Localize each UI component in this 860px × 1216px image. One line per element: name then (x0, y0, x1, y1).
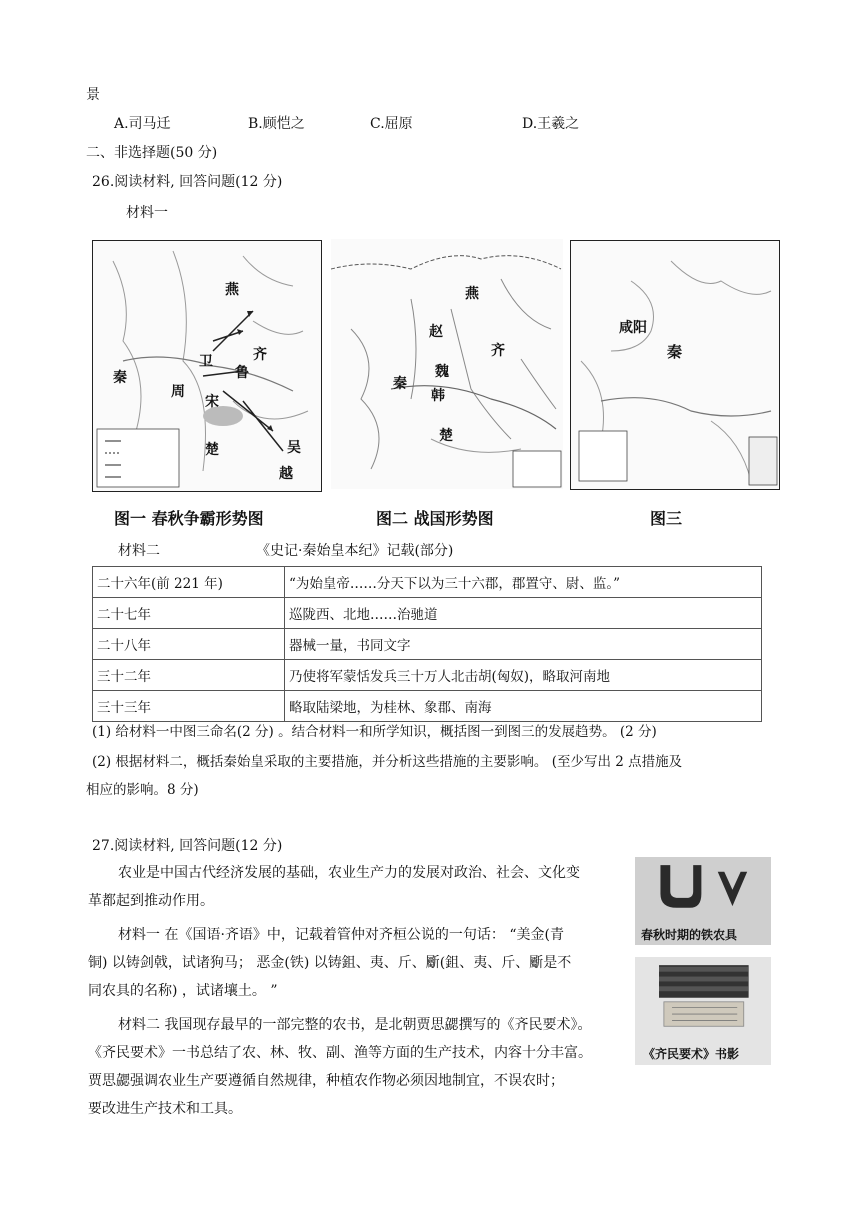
map2-label-qin: 秦 (393, 376, 407, 392)
record-text: “为始皇帝……分天下以为三十六郡，郡置守、尉、监。” (285, 567, 762, 598)
book-image (635, 957, 771, 1045)
iron-tools-caption: 春秋时期的铁农具 (641, 928, 738, 942)
map-spring-autumn (92, 240, 322, 492)
material1-label: 材料一 (126, 205, 168, 221)
table-row (93, 598, 762, 629)
section-title: 二、非选择题(50 分) (86, 145, 218, 161)
map1-label-zhou: 周 (171, 384, 185, 400)
map2-label-zhao: 赵 (429, 324, 443, 340)
record-year: 二十八年 (93, 629, 285, 660)
option-a: A.司马迁 (114, 116, 171, 132)
table-row (93, 629, 762, 660)
q27-intro-line2: 革都起到推动作用。 (88, 893, 214, 909)
table-row (93, 660, 762, 691)
map3-label-xianyang: 咸阳 (619, 320, 647, 336)
book-caption: 《齐民要术》书影 (643, 1047, 740, 1061)
option-b: B.顾恺之 (248, 116, 305, 132)
map1-label-yue: 越 (279, 466, 293, 482)
record-text: 略取陆梁地，为桂林、象郡、南海 (285, 691, 762, 722)
q27-m2-line2: 《齐民要术》一书总结了农、林、牧、副、渔等方面的生产技术，内容十分丰富。 (88, 1045, 592, 1061)
iron-tools-photo (635, 857, 771, 945)
table-row (93, 567, 762, 598)
map2-label-yan: 燕 (465, 286, 479, 302)
map2-label-han: 韩 (431, 388, 445, 404)
map2-label-wei: 魏 (435, 364, 449, 380)
map-qin-unification (570, 240, 780, 490)
map1-label-chu: 楚 (205, 442, 219, 458)
map1-label-qi: 齐 (253, 347, 267, 363)
q27-intro-line1: 农业是中国古代经济发展的基础，农业生产力的发展对政治、社会、文化变 (118, 865, 580, 881)
q27-m1-line1: 材料一 在《国语·齐语》中，记载着管仲对齐桓公说的一句话： “美金(青 (118, 927, 564, 943)
map3-caption: 图三 (650, 509, 683, 528)
record-text: 乃使将军蒙恬发兵三十万人北击胡(匈奴)，略取河南地 (285, 660, 762, 691)
table-row (93, 691, 762, 722)
iron-tools-image (635, 857, 771, 929)
q26-subquestion-2-line1: (2) 根据材料二，概括秦始皇采取的主要措施，并分析这些措施的主要影响。 (至少写出 2 点措施及 (92, 754, 683, 770)
q27-m1-line2: 铜) 以铸剑戟，试诸狗马； 恶金(铁) 以铸鉏、夷、斤、斸(鉏、夷、斤、斸是不 (88, 955, 572, 971)
map1-caption: 图一 春秋争霸形势图 (114, 509, 264, 528)
q27-m2-line3: 贾思勰强调农业生产要遵循自然规律，种植农作物必须因地制宜，不误农时； (88, 1073, 564, 1089)
record-text: 器械一量，书同文字 (285, 629, 762, 660)
material2-source: 《史记·秦始皇本纪》记载(部分) (256, 543, 454, 559)
question-fragment: 景 (86, 87, 100, 103)
qimin-yaoshu-photo (635, 957, 771, 1065)
map2-label-qi: 齐 (491, 343, 505, 359)
records-table (92, 566, 762, 722)
map1-label-lu: 鲁 (235, 365, 249, 381)
map1-label-wu: 吴 (287, 440, 301, 456)
material2-label: 材料二 (118, 543, 160, 559)
q26-subquestion-1: (1) 给材料一中图三命名(2 分) 。结合材料一和所学知识，概括图一到图三的发展趋势。 (2 分) (92, 724, 657, 740)
record-text: 巡陇西、北地……治驰道 (285, 598, 762, 629)
q27-m1-line3: 同农具的名称) ，试诸壤土。 ” (88, 983, 278, 999)
map3-graphic (571, 241, 779, 489)
q27-m2-line4: 要改进生产技术和工具。 (88, 1101, 242, 1117)
record-year: 三十二年 (93, 660, 285, 691)
map-warring-states (330, 238, 564, 490)
option-d: D.王羲之 (522, 116, 580, 132)
q26-subquestion-2-line2: 相应的影响。8 分) (86, 782, 199, 798)
map3-label-qin: 秦 (667, 343, 683, 361)
q26-title: 26.阅读材料, 回答问题(12 分) (92, 174, 283, 190)
record-year: 二十七年 (93, 598, 285, 629)
record-year: 二十六年(前 221 年) (93, 567, 285, 598)
record-year: 三十三年 (93, 691, 285, 722)
map1-label-wei: 卫 (199, 354, 213, 370)
map1-label-song: 宋 (205, 394, 219, 410)
q27-m2-line1: 材料二 我国现存最早的一部完整的农书，是北朝贾思勰撰写的《齐民要术》。 (118, 1017, 592, 1033)
option-c: C.屈原 (370, 116, 413, 132)
map2-label-chu: 楚 (439, 428, 453, 444)
map1-label-qin: 秦 (113, 370, 127, 386)
q27-title: 27.阅读材料, 回答问题(12 分) (92, 838, 283, 854)
map2-caption: 图二 战国形势图 (376, 509, 494, 528)
map1-label-yan: 燕 (225, 282, 239, 298)
